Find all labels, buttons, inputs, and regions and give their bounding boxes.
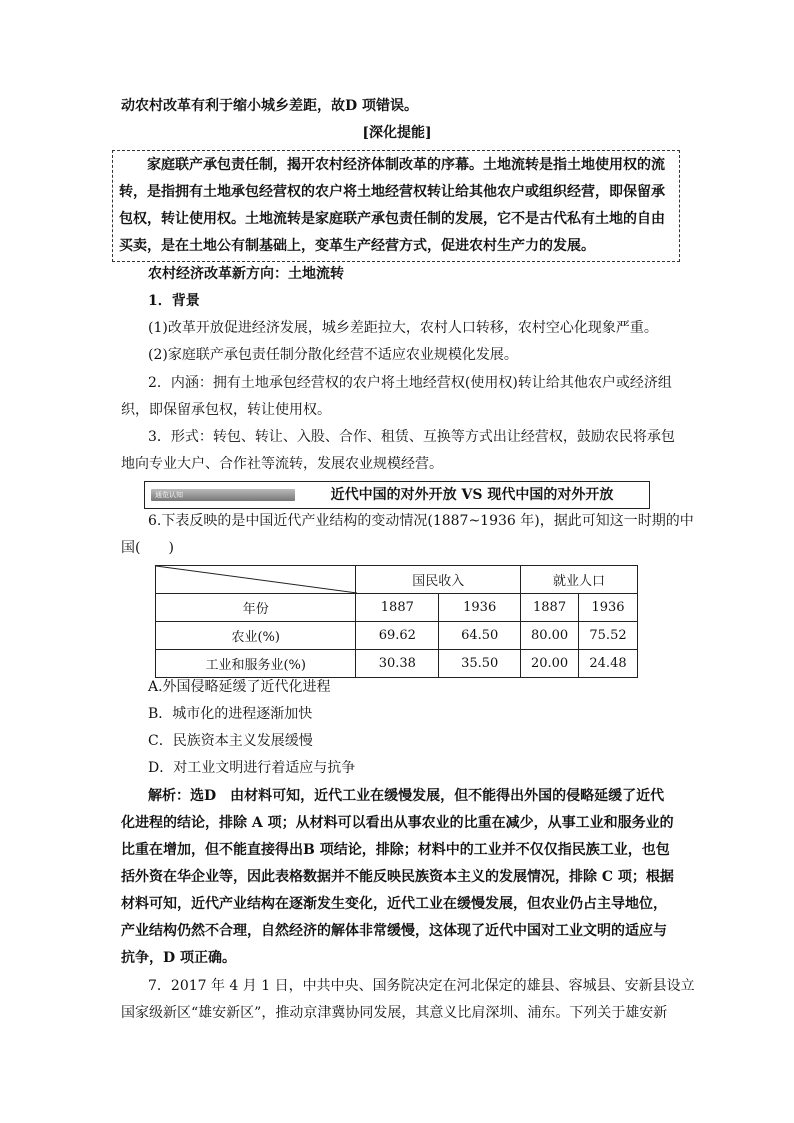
analysis-line: 括外资在华企业等，因此表格数据并不能反映民族资本主义的发展情况，排除 C 项；根据 bbox=[121, 869, 674, 885]
callout-line: 买卖，是在土地公有制基础上，变革生产经营方式，促进农村生产力的发展。 bbox=[119, 238, 595, 254]
table-row bbox=[156, 566, 638, 594]
body-line: (2)家庭联产承包责任制分散化经营不适应农业规模化发展。 bbox=[148, 347, 518, 363]
summary-callout-box bbox=[112, 150, 680, 262]
table-row bbox=[156, 622, 638, 650]
continued-answer-line: 动农村改革有利于缩小城乡差距，故D 项错误。 bbox=[121, 98, 419, 114]
value-cell: 69.62 bbox=[356, 622, 439, 650]
row-label-cell: 农业(%) bbox=[156, 622, 356, 650]
body-line: 2．内涵：拥有土地承包经营权的农户将土地经营权(使用权)转让给其他农户或经济组 bbox=[148, 375, 672, 391]
year-label-cell: 年份 bbox=[156, 594, 356, 622]
banner-tag-label: 通览认知 bbox=[151, 489, 295, 501]
value-cell: 35.50 bbox=[439, 650, 521, 678]
section-heading: [深化提能] bbox=[362, 125, 432, 141]
question-6-stem: 6.下表反映的是中国近代产业结构的变动情况(1887~1936 年)，据此可知这一时期的中 bbox=[148, 513, 694, 529]
body-line: (1)改革开放促进经济发展，城乡差距拉大，农村人口转移，农村空心化现象严重。 bbox=[148, 320, 658, 336]
callout-line: 家庭联产承包责任制，揭开农村经济体制改革的序幕。土地流转是指土地使用权的流 bbox=[147, 157, 665, 173]
value-cell: 80.00 bbox=[521, 622, 579, 650]
group-header-employment: 就业人口 bbox=[521, 566, 638, 594]
industry-structure-table bbox=[155, 565, 638, 678]
callout-line: 转，是指拥有土地承包经营权的农户将土地经营权转让给其他农户或组织经营，即保留承 bbox=[119, 184, 665, 200]
value-cell: 30.38 bbox=[356, 650, 439, 678]
option-c: C．民族资本主义发展缓慢 bbox=[148, 733, 313, 749]
analysis-line: 产业结构仍然不合理，自然经济的解体非常缓慢，这体现了近代中国对工业文明的适应与 bbox=[121, 923, 667, 939]
analysis-line: 抗争，D 项正确。 bbox=[121, 950, 237, 966]
diagonal-line-icon bbox=[156, 566, 357, 593]
banner-tag bbox=[145, 482, 295, 508]
option-d: D．对工业文明进行着适应与抗争 bbox=[148, 760, 356, 776]
body-line: 地向专业大户、合作社等流转，发展农业规模经营。 bbox=[121, 456, 443, 472]
value-cell: 64.50 bbox=[439, 622, 521, 650]
body-line: 织，即保留承包权，转让使用权。 bbox=[121, 402, 331, 418]
year-cell: 1936 bbox=[579, 594, 638, 622]
year-cell: 1887 bbox=[356, 594, 439, 622]
year-cell: 1936 bbox=[439, 594, 521, 622]
callout-line: 包权，转让使用权。土地流转是家庭联产承包责任制的发展，它不是古代私有土地的自由 bbox=[119, 211, 665, 227]
table-row bbox=[156, 650, 638, 678]
body-line: 1．背景 bbox=[148, 293, 200, 309]
section-banner bbox=[144, 481, 650, 509]
body-line: 3．形式：转包、转让、入股、合作、租赁、互换等方式出让经营权，鼓励农民将承包 bbox=[148, 429, 675, 445]
option-a: A.外国侵略延缓了近代化进程 bbox=[148, 679, 331, 695]
question-7-stem-continued: 国家级新区“雄安新区”，推动京津冀协同发展，其意义比肩深圳、浦东。下列关于雄安新 bbox=[121, 1005, 668, 1021]
analysis-line: 解析：选D 由材料可知，近代工业在缓慢发展，但不能得出外国的侵略延缓了近代 bbox=[148, 788, 665, 804]
analysis-line: 材料可知，近代产业结构在逐渐发生变化，近代工业在缓慢发展，但农业仍占主导地位， bbox=[121, 896, 667, 912]
year-cell: 1887 bbox=[521, 594, 579, 622]
question-6-stem-continued: 国( ) bbox=[121, 540, 174, 556]
banner-title: 近代中国的对外开放 VS 现代中国的对外开放 bbox=[330, 487, 614, 503]
diagonal-header-cell bbox=[156, 566, 356, 594]
option-b: B．城市化的进程逐渐加快 bbox=[148, 706, 313, 722]
table-row bbox=[156, 594, 638, 622]
value-cell: 75.52 bbox=[579, 622, 638, 650]
row-label-cell: 工业和服务业(%) bbox=[156, 650, 356, 678]
analysis-line: 比重在增加，但不能直接得出B 项结论，排除；材料中的工业并不仅仅指民族工业，也包 bbox=[121, 842, 670, 858]
group-header-national-income: 国民收入 bbox=[356, 566, 521, 594]
analysis-line: 化进程的结论，排除 A 项；从材料可以看出从事农业的比重在减少，从事工业和服务业的 bbox=[121, 815, 674, 831]
value-cell: 24.48 bbox=[579, 650, 638, 678]
value-cell: 20.00 bbox=[521, 650, 579, 678]
topic-title: 农村经济改革新方向：土地流转 bbox=[148, 266, 344, 282]
question-7-stem: 7．2017 年 4 月 1 日，中共中央、国务院决定在河北保定的雄县、容城县、安新县设立 bbox=[148, 978, 695, 994]
